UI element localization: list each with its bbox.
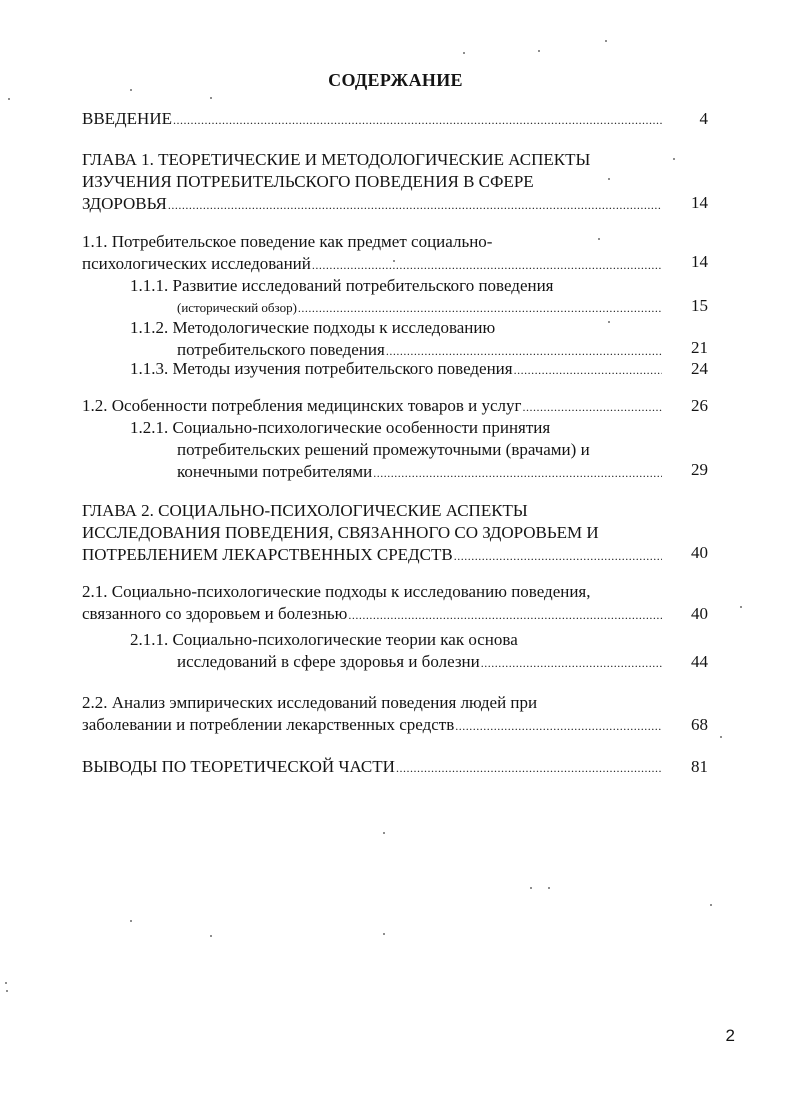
toc-entry <box>130 317 662 362</box>
toc-entry-leader-line <box>82 714 662 737</box>
toc-entry-line: конечными потребителями <box>177 462 373 481</box>
dot-leader <box>514 359 662 381</box>
toc-entry <box>130 629 662 674</box>
toc-entry-line: ГЛАВА 1. ТЕОРЕТИЧЕСКИЕ И МЕТОДОЛОГИЧЕСКИЕ АСПЕКТЫ <box>82 150 591 169</box>
toc-entry <box>82 756 662 779</box>
toc-entry-leader-line <box>82 108 662 131</box>
toc-entry-leader-line <box>130 461 662 484</box>
dot-leader <box>312 254 662 276</box>
toc-entry-line: ПОТРЕБЛЕНИЕМ ЛЕКАРСТВЕННЫХ СРЕДСТВ <box>82 545 453 564</box>
dot-leader <box>454 545 662 567</box>
toc-entry-line: 1.2.1. Социально-психологические особенности принятия <box>130 418 551 437</box>
toc-entry-line: 1.1.2. Методологические подходы к исследованию <box>130 318 496 337</box>
toc-entry-line: психологических исследований <box>82 254 311 273</box>
dot-leader <box>523 396 662 418</box>
toc-page-number: 21 <box>691 338 708 357</box>
toc-entry-line: ГЛАВА 2. СОЦИАЛЬНО-ПСИХОЛОГИЧЕСКИЕ АСПЕКТЫ <box>82 501 528 520</box>
toc-page-number: 40 <box>691 604 708 623</box>
toc-entry-line: потребительских решений промежуточными (врачами) и <box>177 440 590 459</box>
toc-entry-line: 2.1.1. Социально-психологические теории как основа <box>130 630 518 649</box>
toc-entry-leader-line <box>82 253 662 276</box>
dot-leader <box>481 652 662 674</box>
toc-page-number: 40 <box>691 543 708 562</box>
toc-entry-leader-line <box>82 544 662 567</box>
toc-entry <box>82 581 662 626</box>
toc-entry-leader-line <box>130 358 662 381</box>
toc-entry <box>130 275 662 319</box>
page-title: СОДЕРЖАНИЕ <box>328 70 463 90</box>
toc-entry-line: (исторический обзор) <box>177 300 297 315</box>
toc-page-number: 81 <box>691 757 708 776</box>
toc-page-number: 44 <box>691 652 708 671</box>
dot-leader <box>173 109 662 131</box>
toc-entry-line: ЗДОРОВЬЯ <box>82 194 167 213</box>
toc-entry <box>82 692 662 737</box>
toc-entry <box>82 108 662 131</box>
toc-entry-line: 1.1.3. Методы изучения потребительского поведения <box>130 359 513 378</box>
toc-entry-line: ВЫВОДЫ ПО ТЕОРЕТИЧЕСКОЙ ЧАСТИ <box>82 757 395 776</box>
toc-entry-leader-line <box>82 395 662 418</box>
toc-entry-line: заболевании и потреблении лекарственных средств <box>82 715 455 734</box>
toc-entry-line: связанного со здоровьем и болезнью <box>82 604 348 623</box>
page-number: 2 <box>725 1026 735 1045</box>
dot-leader <box>455 715 662 737</box>
toc-entry <box>130 417 662 484</box>
toc-page-number: 14 <box>691 252 708 271</box>
toc-entry-leader-line <box>82 756 662 779</box>
dot-leader <box>298 297 662 319</box>
toc-page-number: 24 <box>691 359 708 378</box>
toc-entry-line: потребительского поведения <box>177 340 385 359</box>
toc-entry <box>130 358 662 381</box>
dot-leader <box>348 604 662 626</box>
dot-leader <box>396 757 662 779</box>
toc-entry-line: 1.2. Особенности потребления медицинских товаров и услуг <box>82 396 522 415</box>
toc-entry-line: ВВЕДЕНИЕ <box>82 109 172 128</box>
toc-entry-line: 2.2. Анализ эмпирических исследований поведения людей при <box>82 693 538 712</box>
toc-entry-leader-line <box>130 651 662 674</box>
toc-entry-line: ИЗУЧЕНИЯ ПОТРЕБИТЕЛЬСКОГО ПОВЕДЕНИЯ В СФЕРЕ <box>82 172 534 191</box>
toc-entry-leader-line <box>82 603 662 626</box>
toc-entry-line: исследований в сфере здоровья и болезни <box>177 652 480 671</box>
toc-entry-line: 1.1.1. Развитие исследований потребительского поведения <box>130 276 554 295</box>
toc-page-number: 68 <box>691 715 708 734</box>
toc-entry-line: 1.1. Потребительское поведение как предмет социально- <box>82 232 493 251</box>
toc-page-number: 15 <box>691 296 708 315</box>
toc-entry-line: 2.1. Социально-психологические подходы к исследованию поведения, <box>82 582 591 601</box>
toc-page-number: 4 <box>699 109 708 128</box>
toc-entry-leader-line <box>130 297 662 319</box>
toc-entry <box>82 231 662 276</box>
toc-page-number: 29 <box>691 460 708 479</box>
toc-entry <box>82 149 662 216</box>
dot-leader <box>168 194 662 216</box>
toc-page-number: 26 <box>691 396 708 415</box>
toc-entry <box>82 500 662 567</box>
toc-entry-leader-line <box>82 193 662 216</box>
toc-page-number: 14 <box>691 193 708 212</box>
toc-entry-line: ИССЛЕДОВАНИЯ ПОВЕДЕНИЯ, СВЯЗАННОГО СО ЗДОРОВЬЕМ И <box>82 523 599 542</box>
dot-leader <box>373 462 662 484</box>
toc-entry <box>82 395 662 418</box>
